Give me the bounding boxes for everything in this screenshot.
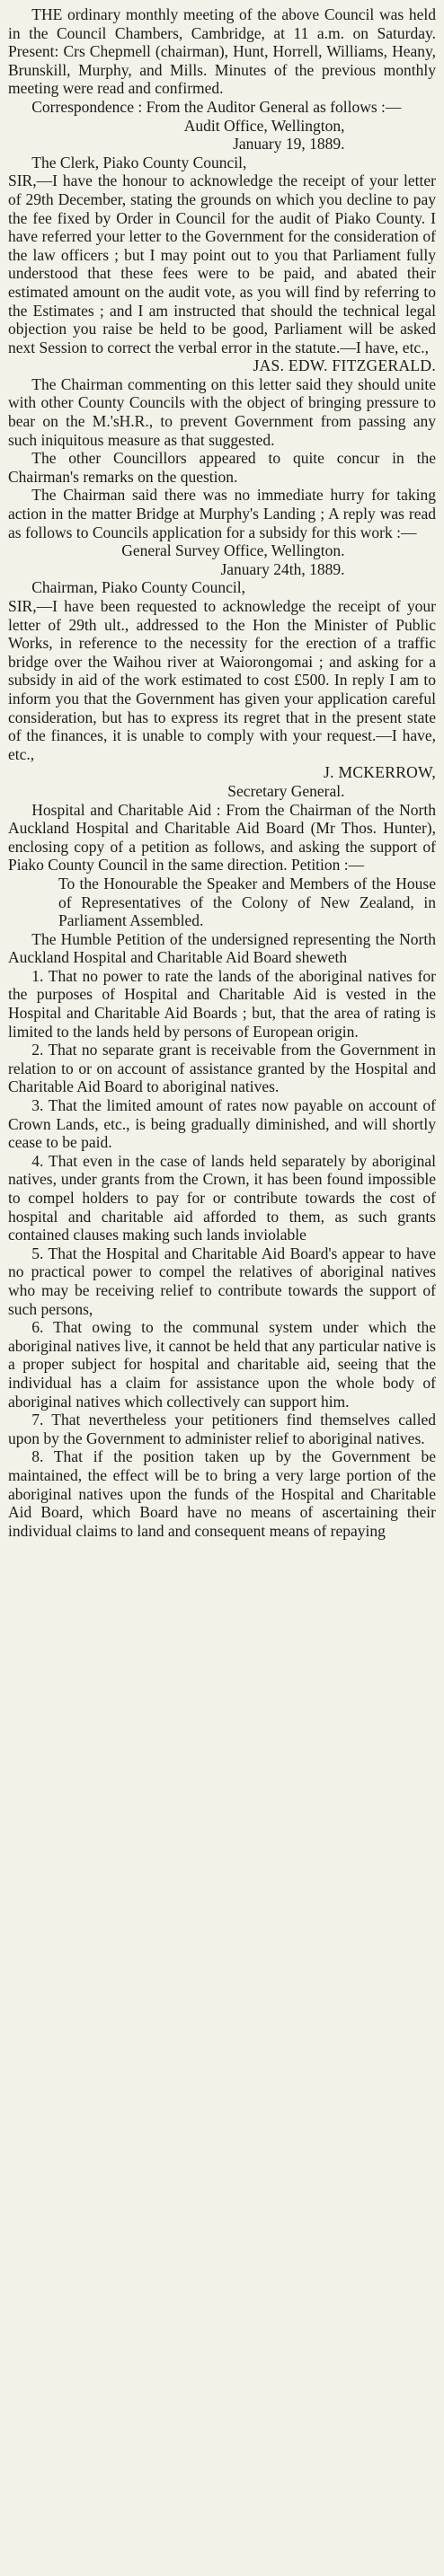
letter-recipient: The Clerk, Piako County Council,: [31, 153, 247, 171]
petition-item: 6. That owing to the communal system under which the aboriginal natives live, it cannot be held that any particular native is a proper subject for hospital and charitable aid, seeing that the individual has a claim for assistance upon the whole body of aboriginal natives which collectively can support him.: [8, 1318, 436, 1411]
letter-recipient: Chairman, Piako County Council,: [31, 578, 245, 597]
letter-date: January 19, 1889.: [233, 135, 345, 154]
hospital-aid-paragraph: Hospital and Charitable Aid : From the Chairman of the North Auckland Hospital and Charitable Aid Board (Mr Thos. Hunter), enclosing copy of a petition as follows, and asking the support of Piako County Council in the same direction. Petition :—: [8, 800, 436, 875]
letter-address: General Survey Office, Wellington.: [121, 541, 345, 560]
survey-letter-body: SIR,—I have been requested to acknowledge the receipt of your letter of 29th ult., addressed to the Hon the Minister of Public Works, in reference to the necessity for the erection of a traffic bridge over the Waihou river at Waiorongomai ; and asking for a subsidy in aid of the work estimated to cost £500. In reply I am to inform you that the Government has given your application careful consideration, but has to express its regret that in the present state of the finances, it is unable to comply with your request.—I have, etc.,: [8, 597, 436, 763]
petition-address: To the Honourable the Speaker and Members of the House of Representatives of the Colony of New Zealand, in Parliament Assembled.: [58, 874, 436, 930]
meeting-report-paragraph: THE ordinary monthly meeting of the above Council was held in the Council Chambers, Cambridge, at 11 a.m. on Saturday. Present: Crs Chepmell (chairman), Hunt, Horrell, Williams, Heany, Brunskill, Murphy, and Mills. Minutes of the previous monthly meeting were read and confirmed.: [8, 5, 436, 98]
petition-item: 8. That if the position taken up by the Government be maintained, the effect will be to bring a very large portion of the aboriginal natives upon the funds of the Hospital and Charitable Aid Board, which Board have no means of ascertaining their individual claims to land and consequent means of repaying: [8, 1447, 436, 1540]
councillors-paragraph: The other Councillors appeared to quite concur in the Chairman's remarks on the question.: [8, 449, 436, 486]
correspondence-heading: Correspondence : From the Auditor General as follows :—: [31, 97, 402, 116]
petition-item: 4. That even in the case of lands held separately by aboriginal natives, under grants from the Crown, it has been found impossible to compel holders to pay for or contribute towards the cost of hospital and charitable aid afforded to them, as such grants contained clauses making such lands inviolable: [8, 1151, 436, 1244]
petition-item: 7. That nevertheless your petitioners find themselves called upon by the Government to administer relief to aboriginal natives.: [8, 1411, 436, 1447]
petition-item: 1. That no power to rate the lands of the aboriginal natives for the purposes of Hospital and Charitable Aid is vested in the Hospital and Charitable Aid Boards ; but, that the area of rating is limited to the lands held by persons of European origin.: [8, 966, 436, 1041]
letter-signature: J. MCKERROW,: [324, 763, 436, 782]
letter-signature: JAS. EDW. FITZGERALD.: [253, 356, 436, 375]
letter-address: Audit Office, Wellington,: [183, 116, 345, 135]
letter-date: January 24th, 1889.: [220, 559, 345, 578]
chairman-comment-paragraph: The Chairman commenting on this letter said they should unite with other County Councils with the object of bringing pressure to bear on the M.'sH.R., to prevent Government from passing any such iniquitous measure as that suggested.: [8, 374, 436, 449]
petition-item: 2. That no separate grant is receivable from the Government in relation to or on account of assistance granted by the Hospital and Charitable Aid Board to aboriginal natives.: [8, 1041, 436, 1096]
bridge-paragraph: The Chairman said there was no immediate hurry for taking action in the matter Bridge at Murphy's Landing ; A reply was read as follows to Councils application for a subsidy for this work :—: [8, 486, 436, 541]
petition-item: 3. That the limited amount of rates now payable on account of Crown Lands, etc., is being gradually diminished, and will shortly cease to be paid.: [8, 1096, 436, 1152]
auditor-letter-body: SIR,—I have the honour to acknowledge the receipt of your letter of 29th December, stating the grounds on which you decline to pay the fee fixed by Order in Council for the audit of Piako County. I have referred your letter to the Government for the consideration of the law officers ; but I may point out to you that Parliament fully understood that these fees were to be paid, and abated their estimated amount on the audit vote, as you will find by referring to the Estimates ; and I am instructed that should the technical legal objection you raise be held to be good, Parliament will be asked next Session to correct the verbal error in the statute.—I have, etc.,: [8, 171, 436, 356]
petition-item: 5. That the Hospital and Charitable Aid Board's appear to have no practical power to compel the relatives of aboriginal natives who may be receiving relief to contribute towards the support of such persons,: [8, 1244, 436, 1318]
petition-preamble: The Humble Petition of the undersigned representing the North Auckland Hospital and Charitable Aid Board sheweth: [8, 929, 436, 967]
letter-signature-title: Secretary General.: [227, 781, 345, 800]
